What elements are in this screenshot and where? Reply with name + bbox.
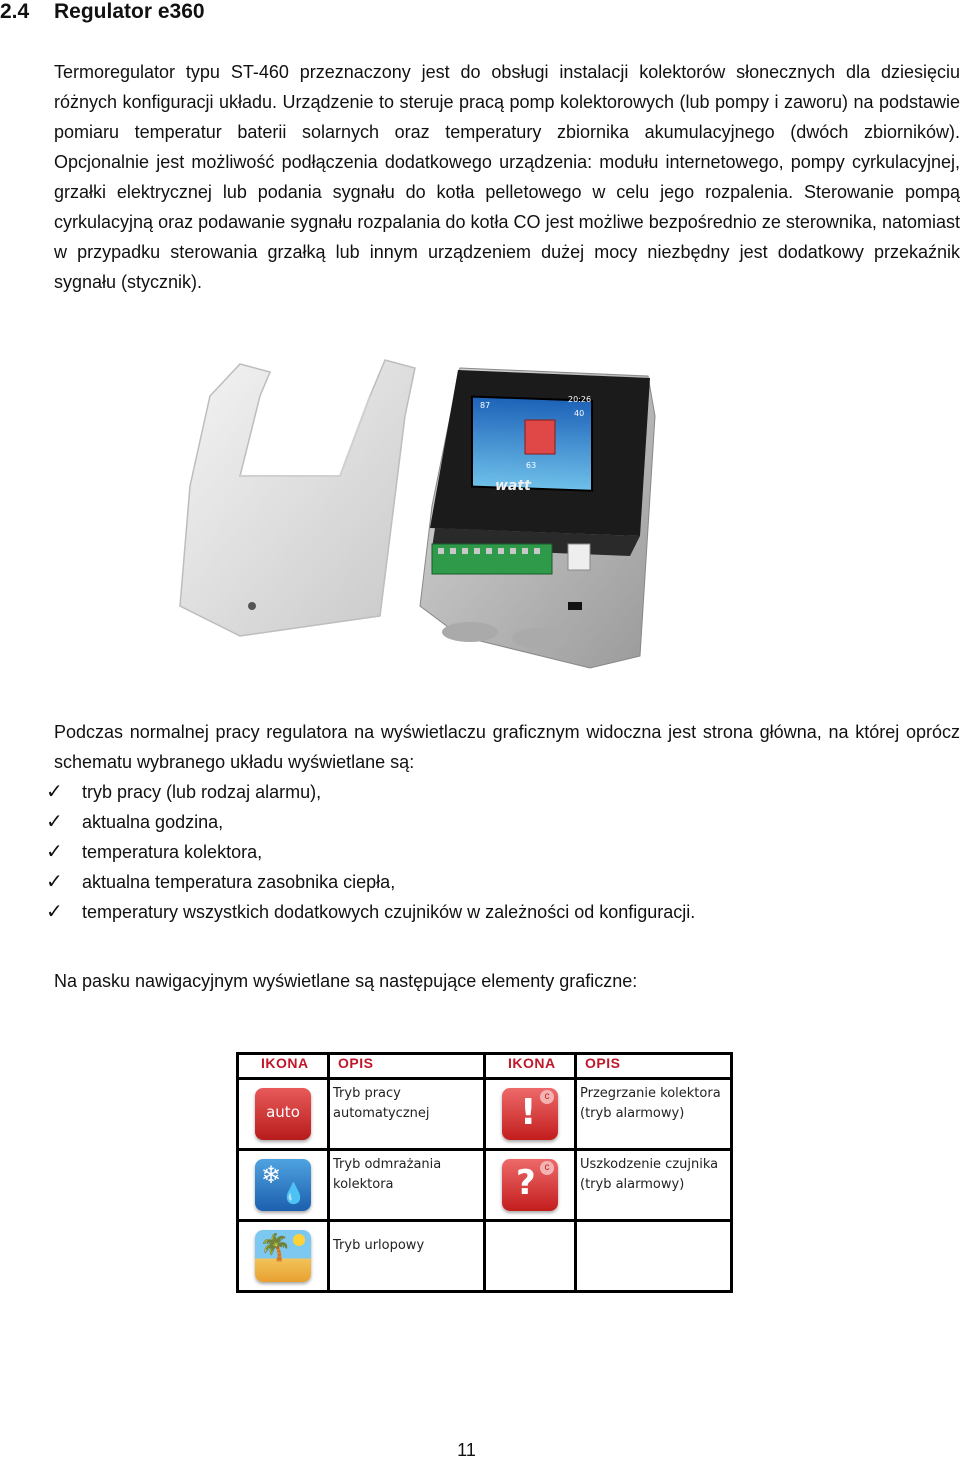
section-title: Regulator e360 bbox=[54, 0, 205, 23]
section-heading bbox=[0, 0, 205, 24]
checkmark-icon: ✓ bbox=[46, 841, 63, 863]
main-page-paragraph: Podczas normalnej pracy regulatora na wyświetlaczu graficznym widoczna jest strona główna, na której oprócz schematu wybranego układu wyświetlane są: bbox=[54, 722, 960, 772]
intro-paragraph: Termoregulator typu ST-460 przeznaczony jest do obsługi instalacji kolektorów słonecznych dla dziesięciu różnych konfiguracji układu. Urządzenie to steruje pracą pomp kolektorowych (lub pompy i zaworu) na podstawie pomiaru temperatur baterii solarnych oraz temperatury zbiornika akumulacyjnego (dwóch zbiorników). Opcjonalnie jest możliwość podłączenia dodatkowego urządzenia: modułu internetowego, pompy cyrkulacyjnej, grzałki elektrycznej lub podania sygnału do kotła pelletowego w celu jego rozpalenia. Sterowanie pompą cyrkulacyjną oraz podawanie sygnału rozpalania do kotła CO jest możliwe bezpośrednio ze sterownika, natomiast w przypadku sterowania grzałką lub innym urządzeniem dużej mocy niezbędny jest dodatkowy przekaźnik sygnału (stycznik). bbox=[54, 62, 960, 292]
overheat-alarm-icon: ! c bbox=[502, 1088, 558, 1140]
displayed-items-list bbox=[46, 777, 695, 927]
checkmark-icon: ✓ bbox=[46, 811, 63, 833]
nav-intro-paragraph: Na pasku nawigacyjnym wyświetlane są następujące elementy graficzne: bbox=[54, 971, 638, 991]
device-photo bbox=[170, 356, 660, 676]
table-cell: Tryb odmrażania kolektora bbox=[329, 1150, 485, 1221]
list-item: ✓ temperatura kolektora, bbox=[46, 837, 695, 867]
table-row bbox=[238, 1079, 732, 1150]
table-row bbox=[238, 1150, 732, 1221]
header-icon: IKONA bbox=[238, 1054, 329, 1079]
page-number: 11 bbox=[457, 1440, 476, 1460]
checkmark-icon: ✓ bbox=[46, 781, 63, 803]
controller-body bbox=[420, 368, 655, 668]
checkmark-icon: ✓ bbox=[46, 871, 63, 893]
auto-mode-icon: auto bbox=[255, 1088, 311, 1140]
checkmark-icon: ✓ bbox=[46, 901, 63, 923]
icon-table bbox=[236, 1052, 733, 1293]
empty-icon-cell bbox=[486, 1222, 574, 1290]
brand-logo: watt bbox=[495, 478, 531, 494]
header-desc: OPIS bbox=[329, 1054, 485, 1079]
header-desc: OPIS bbox=[576, 1054, 732, 1079]
table-row bbox=[238, 1221, 732, 1292]
holiday-mode-icon: 🌴 bbox=[255, 1230, 311, 1282]
section-number: 2.4 bbox=[0, 0, 30, 23]
table-cell: Uszkodzenie czujnika (tryb alarmowy) bbox=[576, 1150, 732, 1221]
table-cell: Tryb pracy automatycznej bbox=[329, 1079, 485, 1150]
header-icon: IKONA bbox=[485, 1054, 576, 1079]
device-cover bbox=[180, 360, 415, 636]
screen-collector-temp: 87 bbox=[480, 401, 491, 410]
list-item: ✓ aktualna godzina, bbox=[46, 807, 695, 837]
list-item: ✓ tryb pracy (lub rodzaj alarmu), bbox=[46, 777, 695, 807]
list-item: ✓ temperatury wszystkich dodatkowych czujników w zależności od konfiguracji. bbox=[46, 897, 695, 927]
screen-time: 20:26 bbox=[568, 395, 592, 404]
sensor-fault-icon: ? c bbox=[502, 1159, 558, 1211]
defrost-mode-icon: ❄ 💧 bbox=[255, 1159, 311, 1211]
table-cell: Tryb urlopowy bbox=[329, 1221, 485, 1292]
table-header-row bbox=[238, 1054, 732, 1079]
list-item: ✓ aktualna temperatura zasobnika ciepła, bbox=[46, 867, 695, 897]
table-cell: Przegrzanie kolektora (tryb alarmowy) bbox=[576, 1079, 732, 1150]
screen-tank-temp: 63 bbox=[526, 461, 537, 470]
screen-value2: 40 bbox=[574, 409, 585, 418]
empty-desc-cell bbox=[576, 1221, 732, 1292]
